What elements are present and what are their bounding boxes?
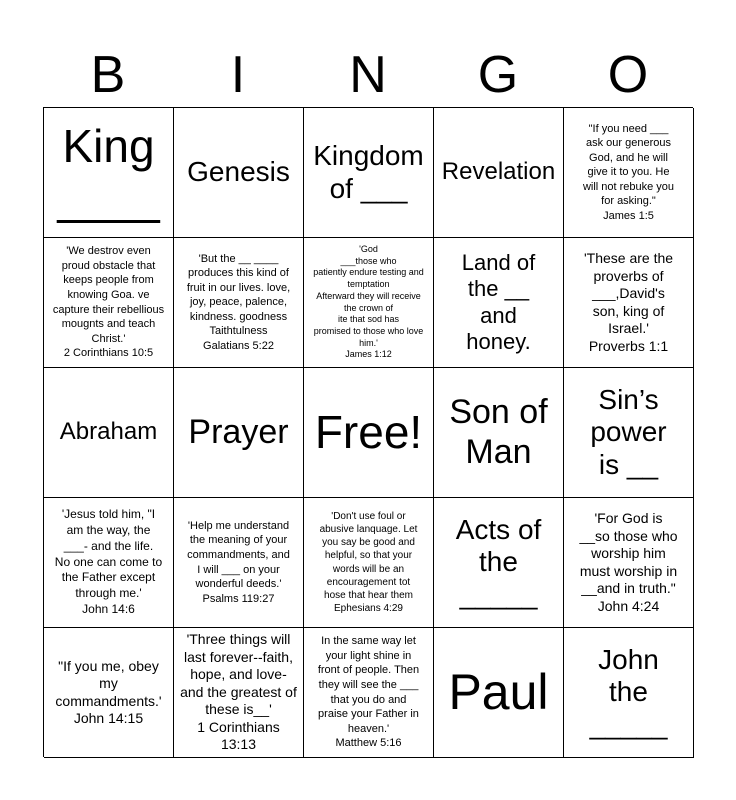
cell-text: 'We destrov even proud obstacle that keeps people from knowing Goa. ve capture their rebellious mougnts and teach Christ.' 2 Corinthians 10:5: [52, 245, 165, 360]
bingo-cell-r2-c2[interactable]: [174, 238, 304, 368]
cell-text: Revelation: [441, 158, 556, 186]
cell-text: 'For God is __so those who worship him must worship in __and in truth." John 4:24: [579, 510, 678, 614]
bingo-cell-r3-c4[interactable]: [434, 368, 564, 498]
bingo-cell-r3-c3[interactable]: [304, 368, 434, 498]
bingo-cell-r1-c4[interactable]: [434, 108, 564, 238]
header-letter-b: B: [90, 46, 126, 104]
bingo-cell-r2-c3[interactable]: [304, 238, 434, 368]
bingo-header: [43, 44, 693, 106]
cell-text: 'Three things will last forever--faith, hope, and love- and the greatest of these is__' 1 Corinthians 13:13: [180, 631, 297, 753]
bingo-cell-r5-c2[interactable]: [174, 628, 304, 758]
cell-text: Paul: [448, 664, 549, 720]
cell-text: Son of Man: [449, 393, 548, 471]
cell-text: 'These are the proverbs of ___,David's son, king of Israel.' Proverbs 1:1: [583, 250, 674, 354]
bingo-cell-r5-c4[interactable]: [434, 628, 564, 758]
cell-text: In the same way let your light shine in front of people. Then they will see the ___ that you do and praise your Father in heaven.' Matthew 5:16: [317, 635, 420, 750]
cell-text: Genesis: [187, 156, 290, 188]
cell-text: John the _____: [589, 644, 668, 740]
cell-text: 'God ___those who patiently endure testing and temptation Afterward they will receive the crown of ite that sod has promised to those who love him.' James 1:12: [313, 244, 424, 360]
bingo-cell-r4-c1[interactable]: [44, 498, 174, 628]
bingo-cell-r1-c5[interactable]: [564, 108, 694, 238]
bingo-cell-r2-c1[interactable]: [44, 238, 174, 368]
bingo-cell-r4-c2[interactable]: [174, 498, 304, 628]
cell-text: 'Don't use foul or abusive lanquage. Let you say be good and helpful, so that your words will be an encouragement tot hose that hear them Ephesians 4:29: [319, 510, 418, 615]
bingo-cell-r4-c3[interactable]: [304, 498, 434, 628]
header-letter-n: N: [349, 46, 387, 104]
header-letter-g: G: [477, 46, 519, 104]
cell-text: Abraham: [59, 418, 158, 446]
bingo-cell-r3-c5[interactable]: [564, 368, 694, 498]
bingo-cell-r4-c4[interactable]: [434, 498, 564, 628]
cell-text: Free!: [314, 405, 423, 458]
bingo-cell-r1-c1[interactable]: [44, 108, 174, 238]
cell-text: Prayer: [188, 412, 289, 451]
bingo-cell-r5-c1[interactable]: [44, 628, 174, 758]
bingo-cell-r5-c3[interactable]: [304, 628, 434, 758]
header-letter-o: O: [607, 46, 649, 104]
cell-text: 'But the __ ____ produces this kind of fruit in our lives. love, joy, peace, palence, kindness. goodness Taithtulness Galatians 5:22: [186, 252, 291, 352]
bingo-cell-r3-c2[interactable]: [174, 368, 304, 498]
bingo-cell-r1-c3[interactable]: [304, 108, 434, 238]
bingo-cell-r2-c5[interactable]: [564, 238, 694, 368]
cell-text: 'Jesus told him, "I am the way, the ___- and the life. No one can come to the Father except through me.' John 14:6: [54, 507, 163, 617]
cell-text: Kingdom of ___: [313, 140, 424, 204]
cell-text: Acts of the _____: [455, 514, 542, 610]
header-letter-i: I: [230, 46, 246, 104]
cell-text: Sin’s power is __: [590, 384, 667, 480]
bingo-cell-r3-c1[interactable]: [44, 368, 174, 498]
cell-text: 'Help me understand the meaning of your commandments, and I will ___ on your wonderful deeds.' Psalms 119:27: [187, 519, 290, 605]
cell-text: "If you need ___ ask our generous God, and he will give it to you. He will not rebuke you for asking." James 1:5: [582, 122, 675, 222]
bingo-cell-r4-c5[interactable]: [564, 498, 694, 628]
cell-text: Land of the __ and honey.: [461, 249, 536, 354]
bingo-cell-r1-c2[interactable]: [174, 108, 304, 238]
bingo-cell-r2-c4[interactable]: [434, 238, 564, 368]
cell-text: "If you me, obey my commandments.' John 14:15: [55, 657, 162, 726]
bingo-cell-r5-c5[interactable]: [564, 628, 694, 758]
cell-text: King ____: [57, 119, 160, 224]
bingo-board: [43, 107, 693, 757]
